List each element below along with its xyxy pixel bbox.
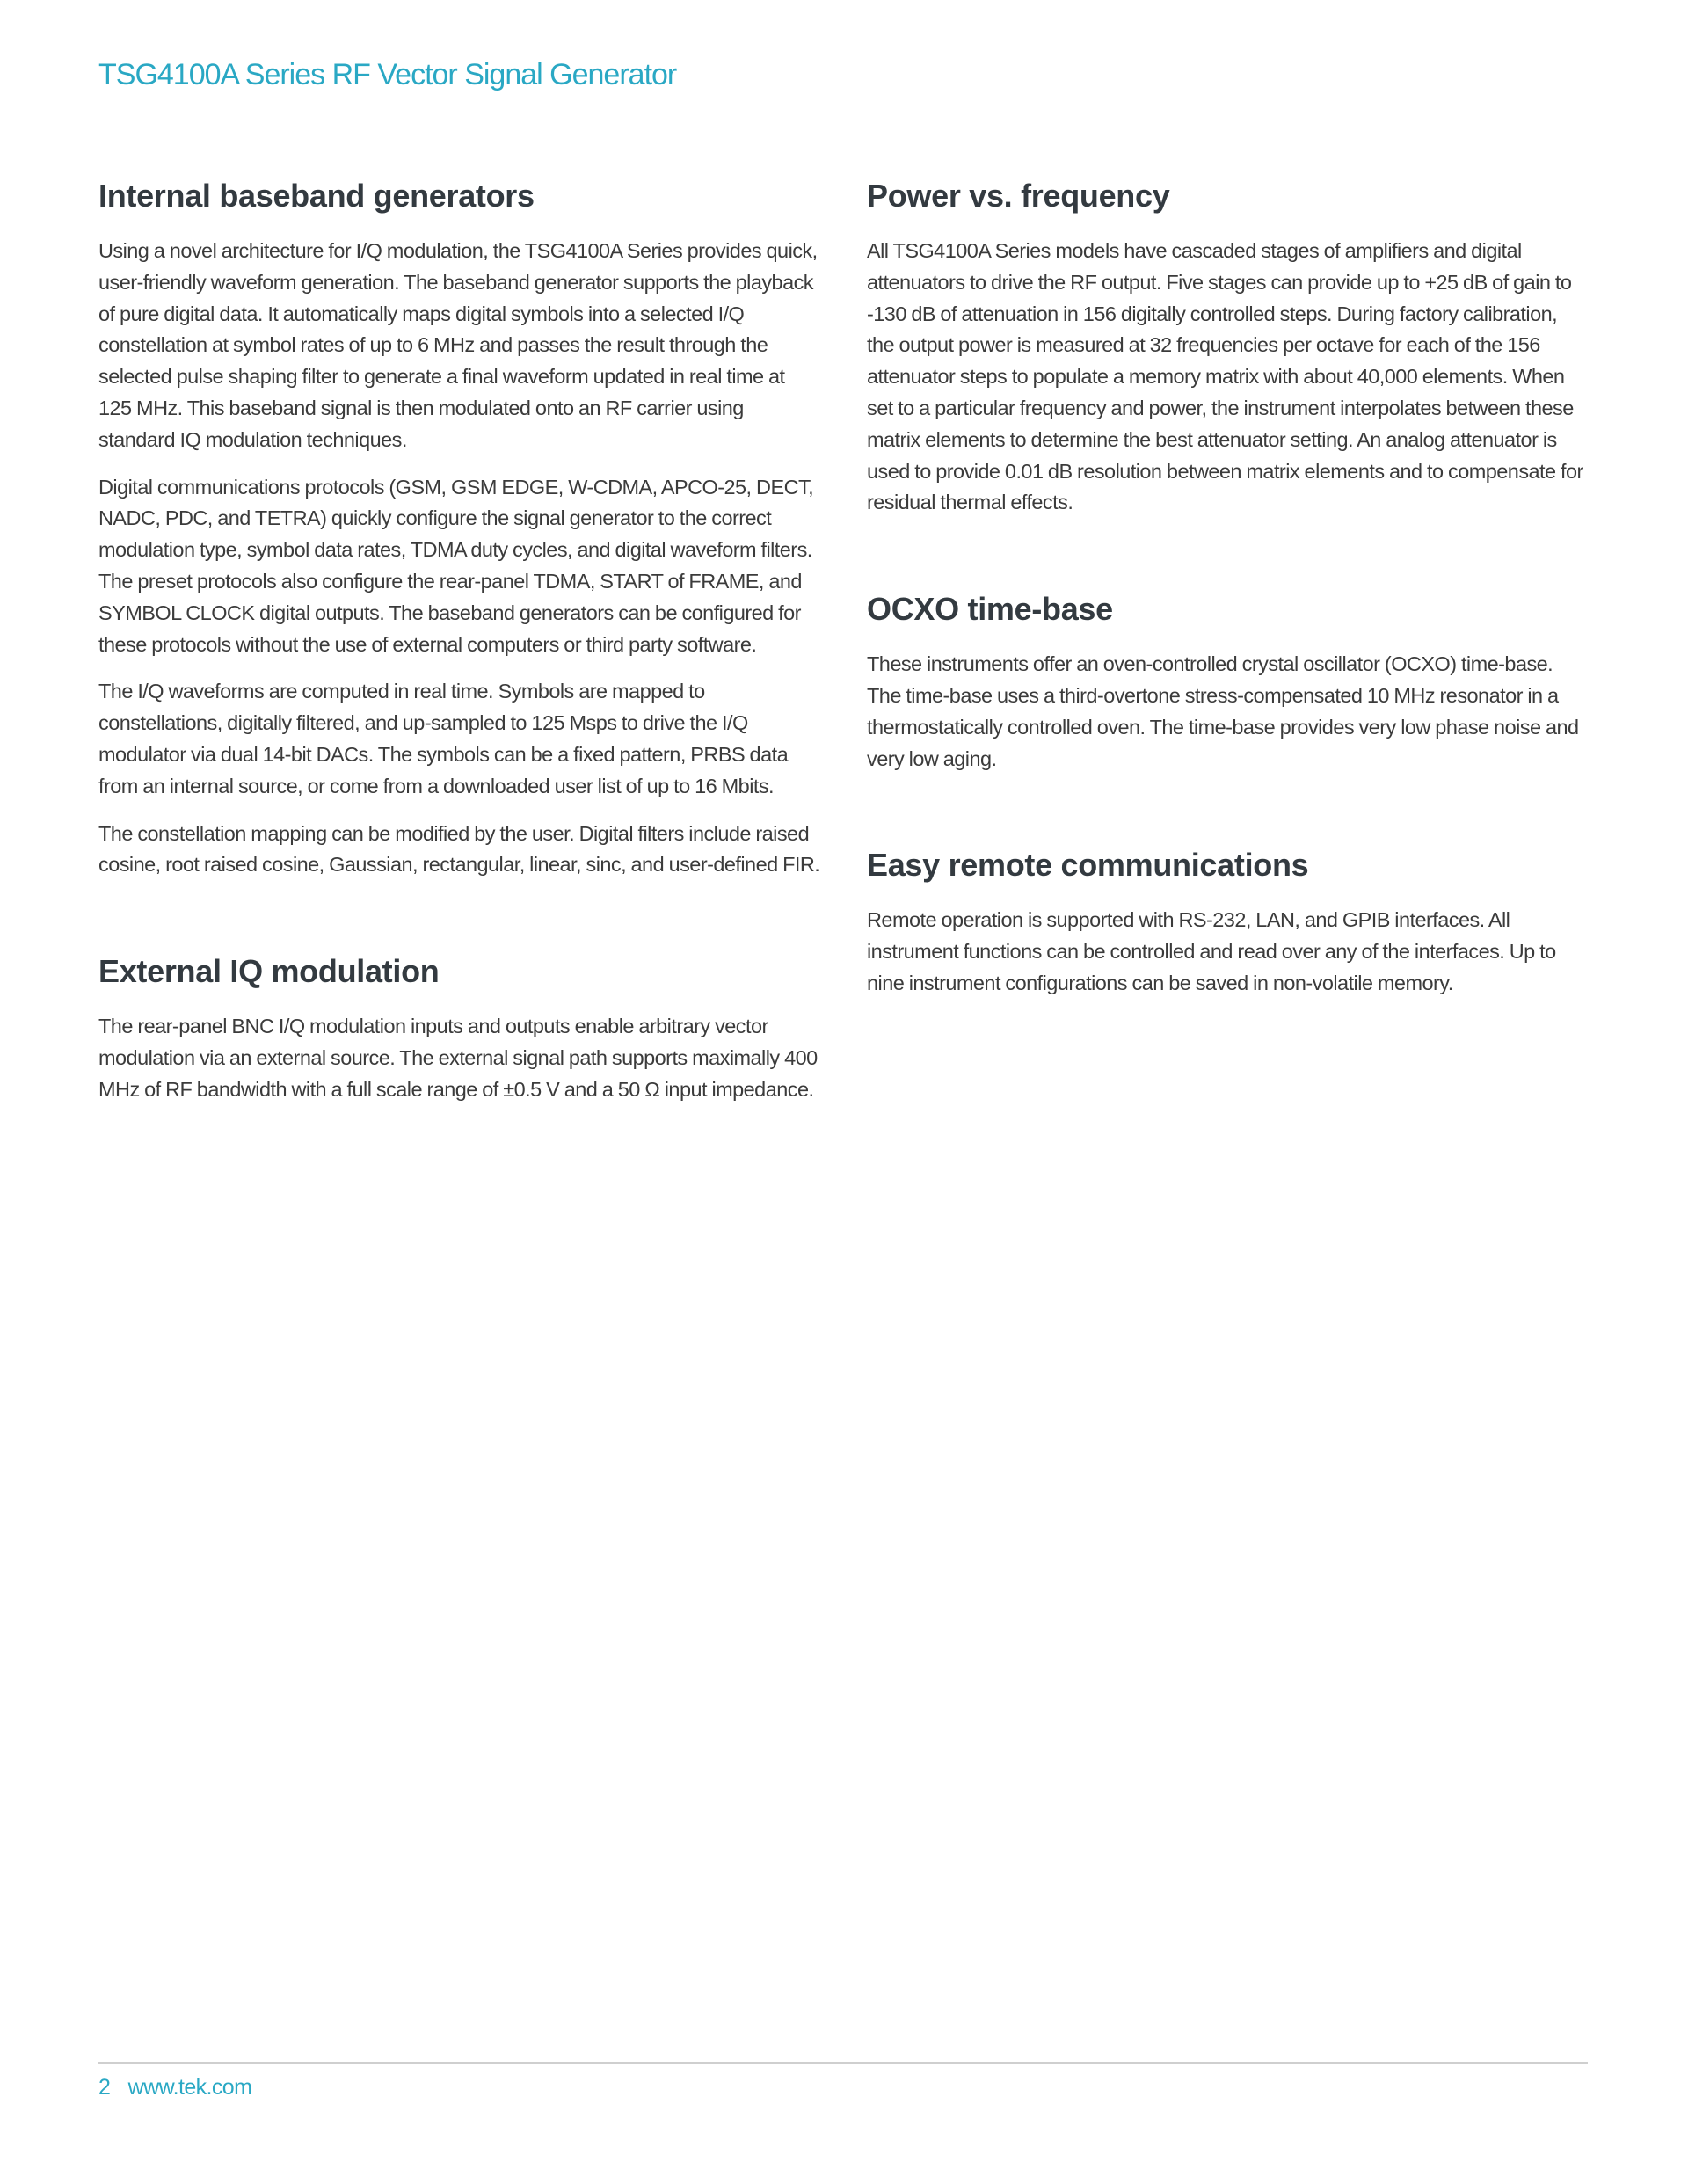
footer-divider bbox=[98, 2062, 1588, 2064]
left-column bbox=[98, 174, 821, 1175]
paragraph: These instruments offer an oven-controlled crystal oscillator (OCXO) time-base. The time-base uses a third-overtone stress-compensated 10 MHz resonator in a thermostatically controlled oven. The time-base provides very low phase noise and very low aging. bbox=[867, 652, 1579, 770]
section-easy-remote-communications bbox=[867, 843, 1588, 999]
right-column bbox=[867, 174, 1588, 1068]
section-heading: Power vs. frequency bbox=[867, 178, 1170, 214]
paragraph: The constellation mapping can be modified by the user. Digital filters include raised cosine, root raised cosine, Gaussian, rectangular, linear, sinc, and user-defined FIR. bbox=[98, 821, 820, 877]
section-heading: External IQ modulation bbox=[98, 953, 440, 990]
paragraph: All TSG4100A Series models have cascaded stages of amplifiers and digital attenuators to drive the RF output. Five stages can provide up to +25 dB of gain to -130 dB of attenuation in 156 digitally controlled steps. During factory calibration, the output power is measured at 32 frequencies per octave for each of the 156 attenuator steps to populate a memory matrix with about 40,000 elements. When set to a particular frequency and power, the instrument interpolates between these matrix elements to determine the best attenuator setting. An analog attenuator is used to provide 0.01 dB resolution between matrix elements and to compensate for residual thermal effects. bbox=[867, 239, 1583, 514]
paragraph: Remote operation is supported with RS-232, LAN, and GPIB interfaces. All instrument functions can be controlled and read over any of the interfaces. Up to nine instrument configurations can be saved in non-volatile memory. bbox=[867, 908, 1556, 994]
section-power-vs-frequency bbox=[867, 174, 1588, 519]
footer bbox=[98, 2075, 251, 2100]
paragraph: Digital communications protocols (GSM, GSM EDGE, W-CDMA, APCO-25, DECT, NADC, PDC, and TETRA) quickly configure the signal generator to the correct modulation type, symbol data rates, TDMA duty cycles, and digital waveform filters. The preset protocols also configure the rear-panel TDMA, START of FRAME, and SYMBOL CLOCK digital outputs. The baseband generators can be configured for these protocols without the use of external computers or third party software. bbox=[98, 475, 814, 656]
paragraph: The rear-panel BNC I/Q modulation inputs and outputs enable arbitrary vector modulation via an external source. The external signal path supports maximally 400 MHz of RF bandwidth with a full scale range of ±0.5 V and a 50 Ω input impedance. bbox=[98, 1015, 818, 1101]
section-heading: Internal baseband generators bbox=[98, 178, 535, 214]
website-link[interactable]: www.tek.com bbox=[127, 2075, 252, 2100]
section-ocxo-time-base bbox=[867, 587, 1588, 775]
paragraph: The I/Q waveforms are computed in real time. Symbols are mapped to constellations, digitally filtered, and up-sampled to 125 Msps to drive the I/Q modulator via dual 14-bit DACs. The symbols can be a fixed pattern, PRBS data from an internal source, or come from a downloaded user list of up to 16 Mbits. bbox=[98, 680, 789, 797]
section-internal-baseband-generators bbox=[98, 174, 821, 881]
document-title: TSG4100A Series RF Vector Signal Generator bbox=[98, 58, 677, 91]
section-heading: OCXO time-base bbox=[867, 591, 1113, 628]
paragraph: Using a novel architecture for I/Q modulation, the TSG4100A Series provides quick, user-friendly waveform generation. The baseband generator supports the playback of pure digital data. It automatically maps digital symbols into a selected I/Q constellation at symbol rates of up to 6 MHz and passes the result through the selected pulse shaping filter to generate a final waveform updated in real time at 125 MHz. This baseband signal is then modulated onto an RF carrier using standard IQ modulation techniques. bbox=[98, 239, 818, 451]
page-number: 2 bbox=[98, 2075, 111, 2100]
section-external-iq-modulation bbox=[98, 950, 821, 1105]
section-heading: Easy remote communications bbox=[867, 847, 1309, 884]
